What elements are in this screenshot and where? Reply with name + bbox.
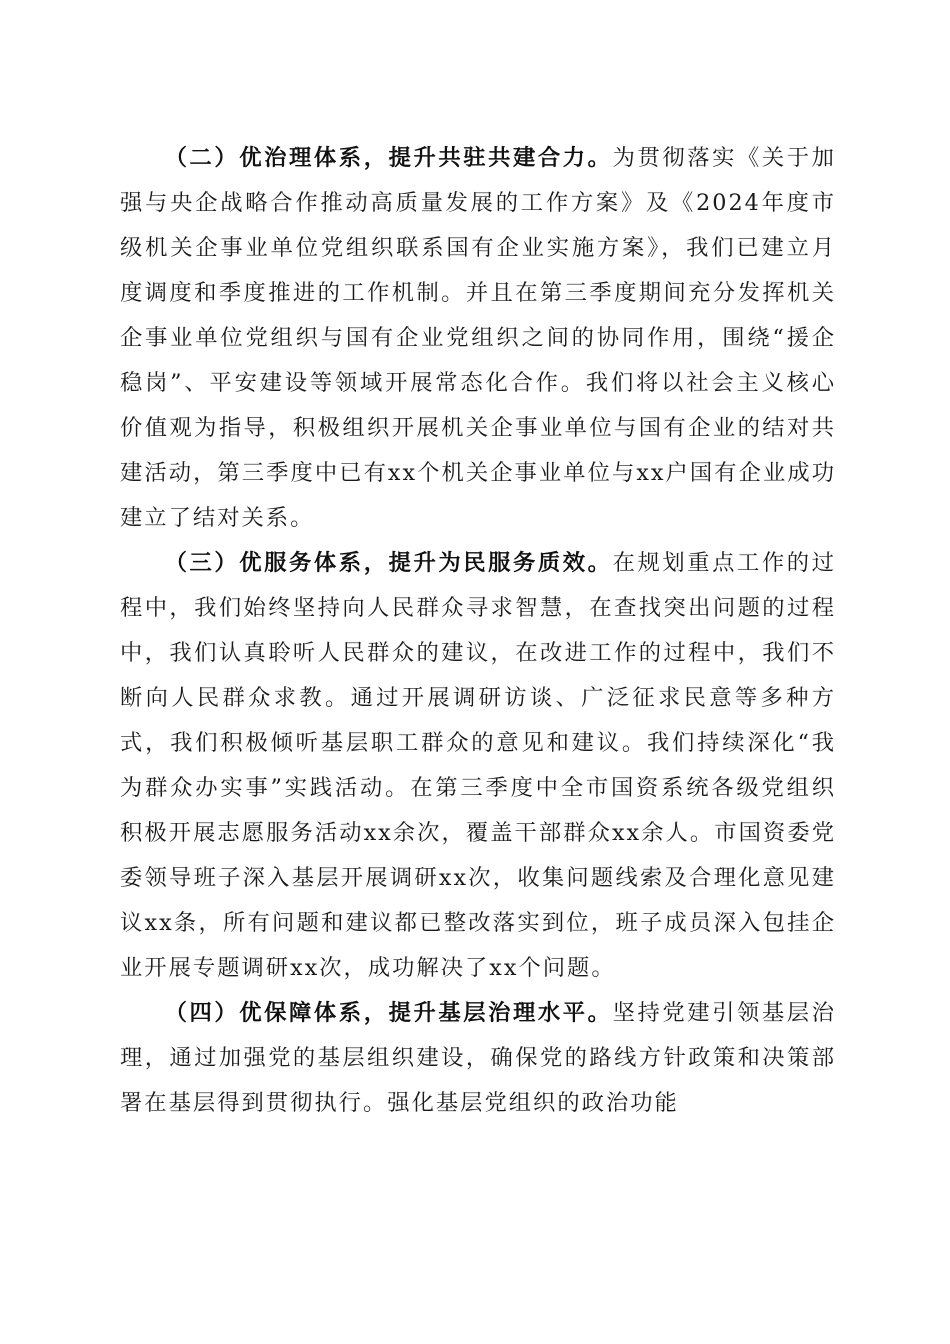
document-body [120, 136, 836, 1126]
paragraph-guarantee [120, 991, 836, 1126]
paragraph-text: 坚持党建引领基层治理，通过加强党的基层组织建设，确保党的路线方针政策和决策部署在基层得到贯彻执行。强化基层党组织的政治功能 [120, 1000, 836, 1116]
paragraph-text: 为贯彻落实《关于加强与央企战略合作推动高质量发展的工作方案》及《2024年度市级机关企事业单位党组织联系国有企业实施方案》，我们已建立月度调度和季度推进的工作机制。并且在第三季度期间充分发挥机关企事业单位党组织与国有企业党组织之间的协同作用，围绕“援企稳岗”、平安建设等领域开展常态化合作。我们将以社会主义核心价值观为指导，积极组织开展机关企事业单位与国有企业的结对共建活动，第三季度中已有xx个机关企事业单位与xx户国有企业成功建立了结对关系。 [120, 145, 836, 531]
paragraph-heading: （四）优保障体系，提升基层治理水平。 [164, 1000, 613, 1026]
paragraph-text: 在规划重点工作的过程中，我们始终坚持向人民群众寻求智慧，在查找突出问题的过程中，我们认真聆听人民群众的建议，在改进工作的过程中，我们不断向人民群众求教。通过开展调研访谈、广泛征求民意等多种方式，我们积极倾听基层职工群众的意见和建议。我们持续深化“我为群众办实事”实践活动。在第三季度中全市国资系统各级党组织积极开展志愿服务活动xx余次，覆盖干部群众xx余人。市国资委党委领导班子深入基层开展调研xx次，收集问题线索及合理化意见建议xx条，所有问题和建议都已整改落实到位，班子成员深入包挂企业开展专题调研xx次，成功解决了xx个问题。 [120, 550, 836, 981]
paragraph-service [120, 541, 836, 991]
paragraph-governance [120, 136, 836, 541]
paragraph-heading: （二）优治理体系，提升共驻共建合力。 [164, 145, 613, 171]
paragraph-heading: （三）优服务体系，提升为民服务质效。 [164, 550, 613, 576]
